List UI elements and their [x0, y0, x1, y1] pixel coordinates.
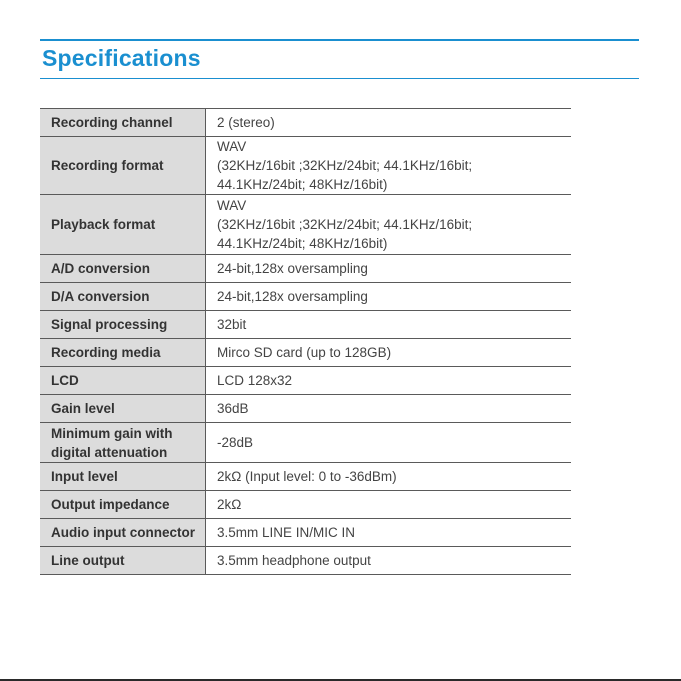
spec-value: LCD 128x32 — [217, 373, 293, 388]
spec-value: 2kΩ (Input level: 0 to -36dBm) — [217, 469, 397, 484]
spec-label: Recording channel — [51, 115, 173, 130]
table-row — [40, 339, 571, 367]
spec-label: Recording format — [51, 158, 164, 173]
spec-label: Minimum gain with — [51, 425, 173, 441]
spec-label: LCD — [51, 373, 79, 388]
spec-value: (32KHz/16bit ;32KHz/24bit; 44.1KHz/16bit; — [217, 158, 473, 173]
spec-value: 2 (stereo) — [217, 115, 275, 130]
spec-label-cell — [40, 463, 206, 491]
spec-label: Output impedance — [51, 497, 170, 512]
spec-label: Signal processing — [51, 317, 168, 332]
spec-value-cell — [206, 339, 572, 367]
spec-label: Audio input connector — [51, 525, 195, 540]
specifications-table — [40, 108, 571, 575]
spec-value: 32bit — [217, 317, 247, 332]
spec-value-cell — [206, 519, 572, 547]
spec-label-cell — [40, 423, 206, 463]
spec-value-cell — [206, 491, 572, 519]
table-row — [40, 395, 571, 423]
heading-top-rule — [40, 39, 639, 41]
table-row — [40, 367, 571, 395]
table-row — [40, 283, 571, 311]
table-row — [40, 423, 571, 463]
spec-value-cell — [206, 109, 572, 137]
spec-label: Input level — [51, 469, 118, 484]
spec-label-cell — [40, 547, 206, 575]
spec-label-cell — [40, 137, 206, 195]
table-row — [40, 109, 571, 137]
spec-value-cell — [206, 137, 572, 195]
spec-label: digital attenuation — [51, 444, 168, 460]
table-row — [40, 137, 571, 195]
spec-value: -28dB — [217, 435, 254, 450]
spec-value-cell — [206, 195, 572, 255]
spec-value: 24-bit,128x oversampling — [217, 261, 368, 276]
spec-value: 44.1KHz/24bit; 48KHz/16bit) — [217, 177, 388, 192]
table-row — [40, 311, 571, 339]
spec-value-cell — [206, 367, 572, 395]
spec-value: 44.1KHz/24bit; 48KHz/16bit) — [217, 236, 388, 251]
table-row — [40, 547, 571, 575]
table-row — [40, 519, 571, 547]
spec-value-cell — [206, 283, 572, 311]
spec-value: WAV — [217, 139, 247, 154]
spec-value: WAV — [217, 198, 247, 213]
spec-value-cell — [206, 547, 572, 575]
table-row — [40, 255, 571, 283]
spec-label-cell — [40, 255, 206, 283]
spec-value: (32KHz/16bit ;32KHz/24bit; 44.1KHz/16bit; — [217, 217, 473, 232]
spec-label-cell — [40, 491, 206, 519]
spec-label-cell — [40, 311, 206, 339]
spec-value: 24-bit,128x oversampling — [217, 289, 368, 304]
spec-label-cell — [40, 195, 206, 255]
spec-value: 3.5mm LINE IN/MIC IN — [217, 525, 356, 540]
spec-label: Line output — [51, 553, 125, 568]
spec-value: 3.5mm headphone output — [217, 553, 371, 568]
spec-label-cell — [40, 109, 206, 137]
table-row — [40, 463, 571, 491]
spec-label-cell — [40, 519, 206, 547]
spec-label: A/D conversion — [51, 261, 151, 276]
spec-value-cell — [206, 311, 572, 339]
spec-label-cell — [40, 283, 206, 311]
spec-label: Gain level — [51, 401, 115, 416]
heading-bottom-rule — [40, 78, 639, 79]
page-title: Specifications — [42, 45, 201, 71]
spec-value: 36dB — [217, 401, 249, 416]
table-row — [40, 491, 571, 519]
spec-value-cell — [206, 423, 572, 463]
spec-value: 2kΩ — [217, 497, 242, 512]
spec-value-cell — [206, 463, 572, 491]
spec-value: Mirco SD card (up to 128GB) — [217, 345, 392, 360]
spec-value-cell — [206, 395, 572, 423]
spec-label-cell — [40, 339, 206, 367]
spec-value-cell — [206, 255, 572, 283]
spec-label: D/A conversion — [51, 289, 150, 304]
spec-label-cell — [40, 395, 206, 423]
spec-label: Playback format — [51, 217, 156, 232]
table-row — [40, 195, 571, 255]
spec-label-cell — [40, 367, 206, 395]
spec-label: Recording media — [51, 345, 161, 360]
